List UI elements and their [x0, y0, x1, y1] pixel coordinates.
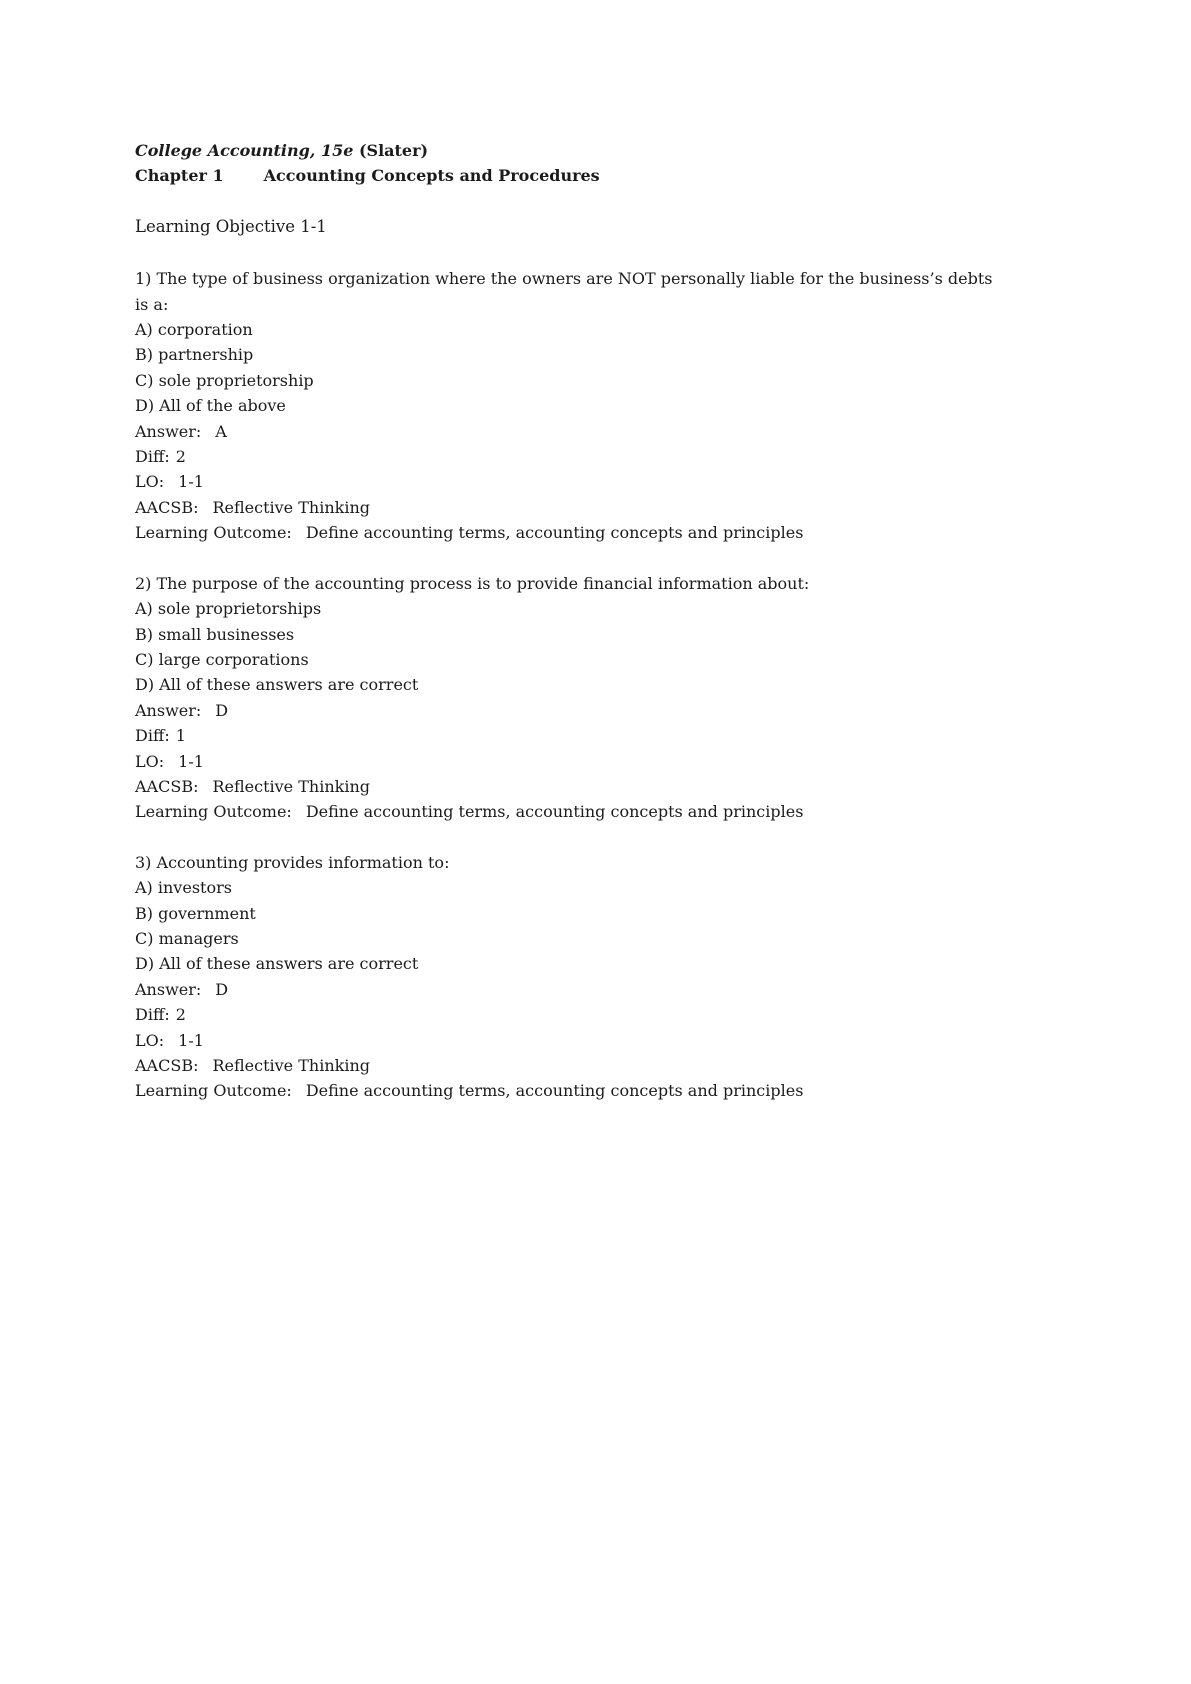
- lo-label: LO:: [135, 751, 165, 771]
- choice-d: D) All of these answers are correct: [135, 675, 419, 695]
- outcome-label: Learning Outcome:: [135, 1081, 292, 1101]
- choice-d: D) All of the above: [135, 396, 286, 416]
- aacsb-line: [135, 495, 1010, 520]
- aacsb-label: AACSB:: [135, 776, 199, 796]
- lo-label: LO:: [135, 472, 165, 492]
- outcome-line: [135, 1078, 1010, 1103]
- choice-d: D) All of these answers are correct: [135, 954, 419, 974]
- diff-line: [135, 723, 1010, 748]
- answer-line: [135, 698, 1010, 723]
- document-header: [135, 138, 1010, 189]
- choice-b: B) partnership: [135, 345, 254, 365]
- diff-label: Diff:: [135, 447, 170, 467]
- question-stem: 3) Accounting provides information to:: [135, 852, 450, 872]
- question-stem: 1) The type of business organization where the owners are NOT personally liable for the business’s debts is a:: [135, 269, 993, 314]
- book-author: (Slater): [353, 141, 429, 160]
- answer-label: Answer:: [135, 979, 202, 999]
- choice-b: B) government: [135, 903, 256, 923]
- answer-value: D: [215, 979, 229, 999]
- diff-label: Diff:: [135, 1005, 170, 1025]
- lo-label: LO:: [135, 1030, 165, 1050]
- diff-line: [135, 1002, 1010, 1027]
- choice-c: C) managers: [135, 928, 239, 948]
- aacsb-line: [135, 774, 1010, 799]
- aacsb-value: Reflective Thinking: [212, 1056, 370, 1075]
- choice-b: B) small businesses: [135, 624, 295, 644]
- chapter-line: [135, 163, 1010, 188]
- choice-a: A) sole proprietorships: [135, 599, 322, 619]
- outcome-line: [135, 799, 1010, 824]
- question-block-1: [135, 266, 1010, 545]
- outcome-label: Learning Outcome:: [135, 523, 292, 543]
- aacsb-label: AACSB:: [135, 497, 199, 517]
- answer-label: Answer:: [135, 421, 202, 441]
- outcome-value: Define accounting terms, accounting concepts and principles: [305, 802, 804, 822]
- choice-a: A) investors: [135, 878, 232, 898]
- outcome-value: Define accounting terms, accounting concepts and principles: [305, 1081, 804, 1101]
- question-block-2: [135, 571, 1010, 825]
- aacsb-line: [135, 1053, 1010, 1078]
- lo-value: 1-1: [178, 472, 204, 492]
- choice-a: A) corporation: [135, 320, 253, 340]
- lo-line: [135, 1028, 1010, 1053]
- lo-line: [135, 749, 1010, 774]
- question-block-3: [135, 850, 1010, 1104]
- diff-value: 1: [175, 726, 186, 746]
- aacsb-value: Reflective Thinking: [212, 776, 370, 796]
- outcome-label: Learning Outcome:: [135, 802, 292, 822]
- chapter-title: Accounting Concepts and Procedures: [263, 166, 600, 186]
- diff-label: Diff:: [135, 726, 170, 746]
- question-stem: 2) The purpose of the accounting process is to provide financial information about:: [135, 573, 810, 593]
- answer-value: D: [215, 700, 229, 720]
- answer-line: [135, 977, 1010, 1002]
- choice-c: C) large corporations: [135, 649, 309, 669]
- diff-value: 2: [175, 1005, 186, 1025]
- book-title-line: [135, 138, 1010, 163]
- diff-value: 2: [175, 447, 186, 467]
- answer-line: [135, 419, 1010, 444]
- page-content: [135, 138, 1010, 1104]
- learning-objective-heading: Learning Objective 1-1: [135, 216, 327, 236]
- choice-c: C) sole proprietorship: [135, 370, 314, 390]
- aacsb-value: Reflective Thinking: [212, 497, 370, 517]
- lo-value: 1-1: [178, 751, 204, 771]
- outcome-line: [135, 520, 1010, 545]
- lo-value: 1-1: [178, 1030, 204, 1050]
- outcome-value: Define accounting terms, accounting concepts and principles: [305, 523, 804, 543]
- chapter-label: Chapter 1: [135, 166, 224, 186]
- book-title: College Accounting, 15e: [135, 141, 354, 160]
- diff-line: [135, 444, 1010, 469]
- answer-value: A: [215, 421, 227, 441]
- aacsb-label: AACSB:: [135, 1056, 199, 1075]
- answer-label: Answer:: [135, 700, 202, 720]
- lo-line: [135, 469, 1010, 494]
